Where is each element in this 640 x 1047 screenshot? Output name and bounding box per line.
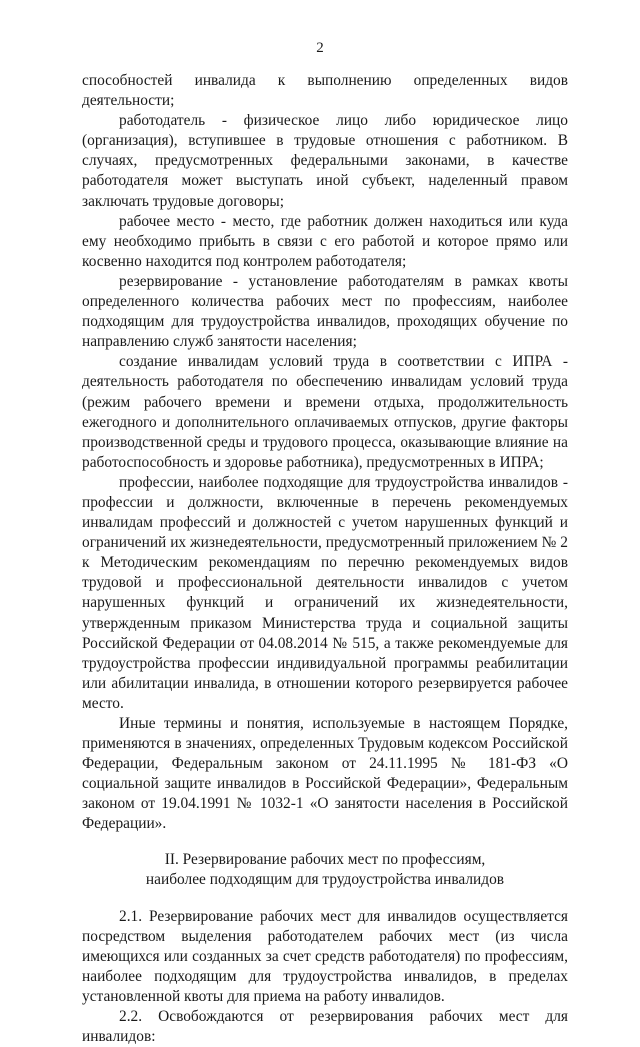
paragraph-professions-definition: профессии, наиболее подходящие для трудоустройства инвалидов - профессии и должности, включенные в перечень рекомендуемых инвалидам профессий и должностей с учетом нарушенных функций и ограничений их жизнедеятельности, предусмотренный приложением № 2 к Методическим рекомендациям по перечню рекомендуемых видов трудовой и профессиональной деятельности инвалидов с учетом нарушенных функций и ограничений их жизнедеятельности, утвержденным приказом Министерства труда и социальной защиты Российской Федерации от 04.08.2014 № 515, а также рекомендуемые для трудоустройства профессии индивидуальной программы реабилитации или абилитации инвалида, в отношении которого резервируется рабочее место.	[82, 473, 568, 712]
paragraph-2-1: 2.1. Резервирование рабочих мест для инвалидов осуществляется посредством выделения работодателем рабочих мест (из числа имеющихся или созданных за счет средств работодателя) по профессиям, наиболее подходящим для трудоустройства инвалидов, в пределах установленной квоты для приема на работу инвалидов.	[82, 907, 568, 1006]
page-number: 2	[316, 40, 324, 56]
section-title-line-1: II. Резервирование рабочих мест по профессиям,	[164, 850, 486, 868]
document-body	[82, 71, 568, 1047]
paragraph-other-terms: Иные термины и понятия, используемые в настоящем Порядке, применяются в значениях, определенных Трудовым кодексом Российской Федерации, Федеральным законом от 24.11.1995 № 181-ФЗ «О социальной защите инвалидов в Российской Федерации», Федеральным законом от 19.04.1991 № 1032-1 «О занятости населения в Российской Федерации».	[82, 715, 568, 833]
paragraph-working-conditions-definition: создание инвалидам условий труда в соответствии с ИПРА - деятельность работодателя по обеспечению инвалидам условий труда (режим рабочего времени и времени отдыха, продолжительность ежегодного и дополнительного оплачиваемых отпусков, другие факторы производственной среды и трудового процесса, оказывающие влияние на работоспособность и здоровье работника), предусмотренных в ИПРА;	[82, 353, 568, 471]
section-title	[82, 850, 568, 890]
paragraph-employer-definition: работодатель - физическое лицо либо юридическое лицо (организация), вступившее в трудовые отношения с работником. В случаях, предусмотренных федеральными законами, в качестве работодателя может выступать иной субъект, наделенный правом заключать трудовые договоры;	[82, 112, 568, 210]
paragraph-2-2: 2.2. Освобождаются от резервирования рабочих мест для инвалидов:	[82, 1008, 568, 1046]
section-title-line-2: наиболее подходящим для трудоустройства инвалидов	[145, 870, 505, 888]
paragraph-reservation-definition: резервирование - установление работодателям в рамках квоты определенного количества рабочих мест по профессиям, наиболее подходящим для трудоустройства инвалидов, проходящих обучение по направлению служб занятости населения;	[82, 272, 568, 351]
paragraph-continuation: способностей инвалида к выполнению определенных видов деятельности;	[82, 72, 568, 110]
paragraph-workplace-definition: рабочее место - место, где работник должен находиться или куда ему необходимо прибыть в связи с его работой и которое прямо или косвенно находится под контролем работодателя;	[82, 212, 568, 270]
